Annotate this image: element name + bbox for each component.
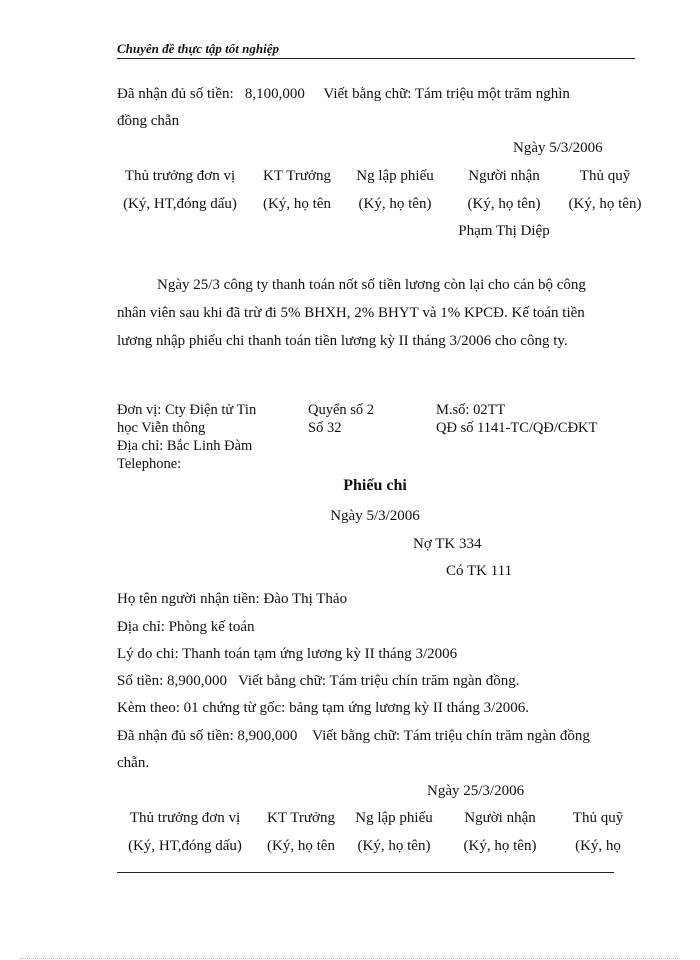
voucher-title: Phiếu chi — [343, 477, 407, 494]
attached-line — [117, 700, 529, 717]
unit-name-continued: học Viễn thông — [117, 420, 206, 436]
address-label: Địa chỉ: — [117, 619, 165, 635]
received-amount-line — [117, 86, 570, 103]
signature-note: (Ký, họ tên) — [463, 838, 537, 854]
amount-line — [117, 673, 519, 690]
received-label: Đã nhận đủ số tiền: — [117, 728, 234, 744]
page-header-title: Chuyên đề thực tập tốt nghiệp — [117, 41, 279, 56]
signing-date: Ngày 5/3/2006 — [513, 140, 603, 156]
amount-words-value: Tám triệu chín trăm ngàn đồng. — [329, 673, 520, 689]
signature-note: (Ký, họ tên — [263, 196, 331, 212]
recipient-value: Đào Thị Thảo — [263, 591, 348, 607]
debit-account: Nợ TK 334 — [413, 536, 482, 552]
page-break-line — [20, 958, 680, 959]
address-line — [117, 619, 254, 636]
received-label: Đã nhận đủ số tiền: — [117, 86, 234, 102]
signature-note: (Ký, họ — [575, 838, 621, 854]
sign-date: Ngày 25/3/2006 — [427, 783, 525, 799]
reason-value: Thanh toán tạm ứng lương kỳ II tháng 3/2006 — [182, 646, 458, 662]
signature-note: (Ký, họ tên) — [467, 196, 541, 212]
signature-role: Thủ trưởng đơn vị — [124, 168, 236, 184]
signature-note: (Ký, HT,đóng dấu) — [128, 838, 242, 854]
attached-value: 01 chứng từ gốc: bảng tạm ứng lương kỳ II tháng 3/2006. — [183, 700, 530, 716]
unit-address: Địa chỉ: Bắc Linh Đàm — [117, 438, 253, 454]
book-number: Quyển số 2 — [308, 402, 375, 418]
amount-label: Số tiền: — [117, 673, 164, 689]
footer-divider — [117, 872, 614, 873]
recipient-line — [117, 591, 347, 608]
decision-number: QĐ số 1141-TC/QĐ/CĐKT — [436, 420, 598, 436]
amount-words-label: Viết bằng chữ: — [238, 673, 327, 689]
signature-note: (Ký, họ tên) — [568, 196, 642, 212]
signature-role: Người nhận — [464, 810, 536, 826]
signature-note: (Ký, họ tên — [267, 838, 335, 854]
signature-role: KT Trưởng — [263, 168, 331, 184]
header-divider — [117, 58, 635, 59]
form-code: M.số: 02TT — [436, 402, 506, 418]
paragraph-line: lương nhập phiếu chi thanh toán tiền lương kỳ II tháng 3/2006 cho công ty. — [117, 333, 568, 349]
received-amount: 8,900,000 — [237, 728, 298, 744]
signature-role: Người nhận — [468, 168, 540, 184]
paragraph-line: nhân viên sau khi đã trừ đi 5% BHXH, 2% BHYT và 1% KPCĐ. Kế toán tiền — [117, 305, 585, 321]
recipient-label: Họ tên người nhận tiền: — [117, 591, 260, 607]
signature-role: Thủ trưởng đơn vị — [129, 810, 241, 826]
address-value: Phòng kế toán — [168, 619, 255, 635]
paragraph-line: Ngày 25/3 công ty thanh toán nốt số tiền lương còn lại cho cán bộ công — [157, 277, 586, 293]
unit-telephone: Telephone: — [117, 456, 182, 472]
in-words-value: Tám triệu một trăm nghìn — [414, 86, 570, 102]
signature-role: Ng lập phiếu — [355, 810, 433, 826]
signature-role: Thủ quỹ — [579, 168, 631, 184]
voucher-date: Ngày 5/3/2006 — [330, 508, 420, 524]
received-words-continuation: chẵn. — [117, 755, 150, 771]
signature-note: (Ký, họ tên) — [357, 838, 431, 854]
reason-label: Lý do chi: — [117, 646, 179, 662]
received-words-label: Viết bằng chữ: — [312, 728, 401, 744]
signature-note: (Ký, HT,đóng dấu) — [123, 196, 237, 212]
amount-value: 8,900,000 — [167, 673, 228, 689]
credit-account: Có TK 111 — [446, 563, 513, 579]
receiver-name: Phạm Thị Diệp — [458, 223, 550, 239]
signature-role: KT Trưởng — [267, 810, 335, 826]
in-words-continuation: đồng chẵn — [117, 113, 180, 129]
received-line — [117, 728, 590, 745]
signature-role: Ng lập phiếu — [356, 168, 434, 184]
received-words-value: Tám triệu chín trăm ngàn đồng — [403, 728, 590, 744]
unit-name: Đơn vị: Cty Điện tử Tin — [117, 402, 257, 418]
signature-note: (Ký, họ tên) — [358, 196, 432, 212]
signature-role: Thủ quỹ — [572, 810, 624, 826]
voucher-number: Số 32 — [308, 420, 342, 436]
received-amount: 8,100,000 — [244, 86, 305, 102]
reason-line — [117, 646, 457, 663]
attached-label: Kèm theo: — [117, 700, 180, 716]
in-words-label: Viết bằng chữ: — [323, 86, 412, 102]
